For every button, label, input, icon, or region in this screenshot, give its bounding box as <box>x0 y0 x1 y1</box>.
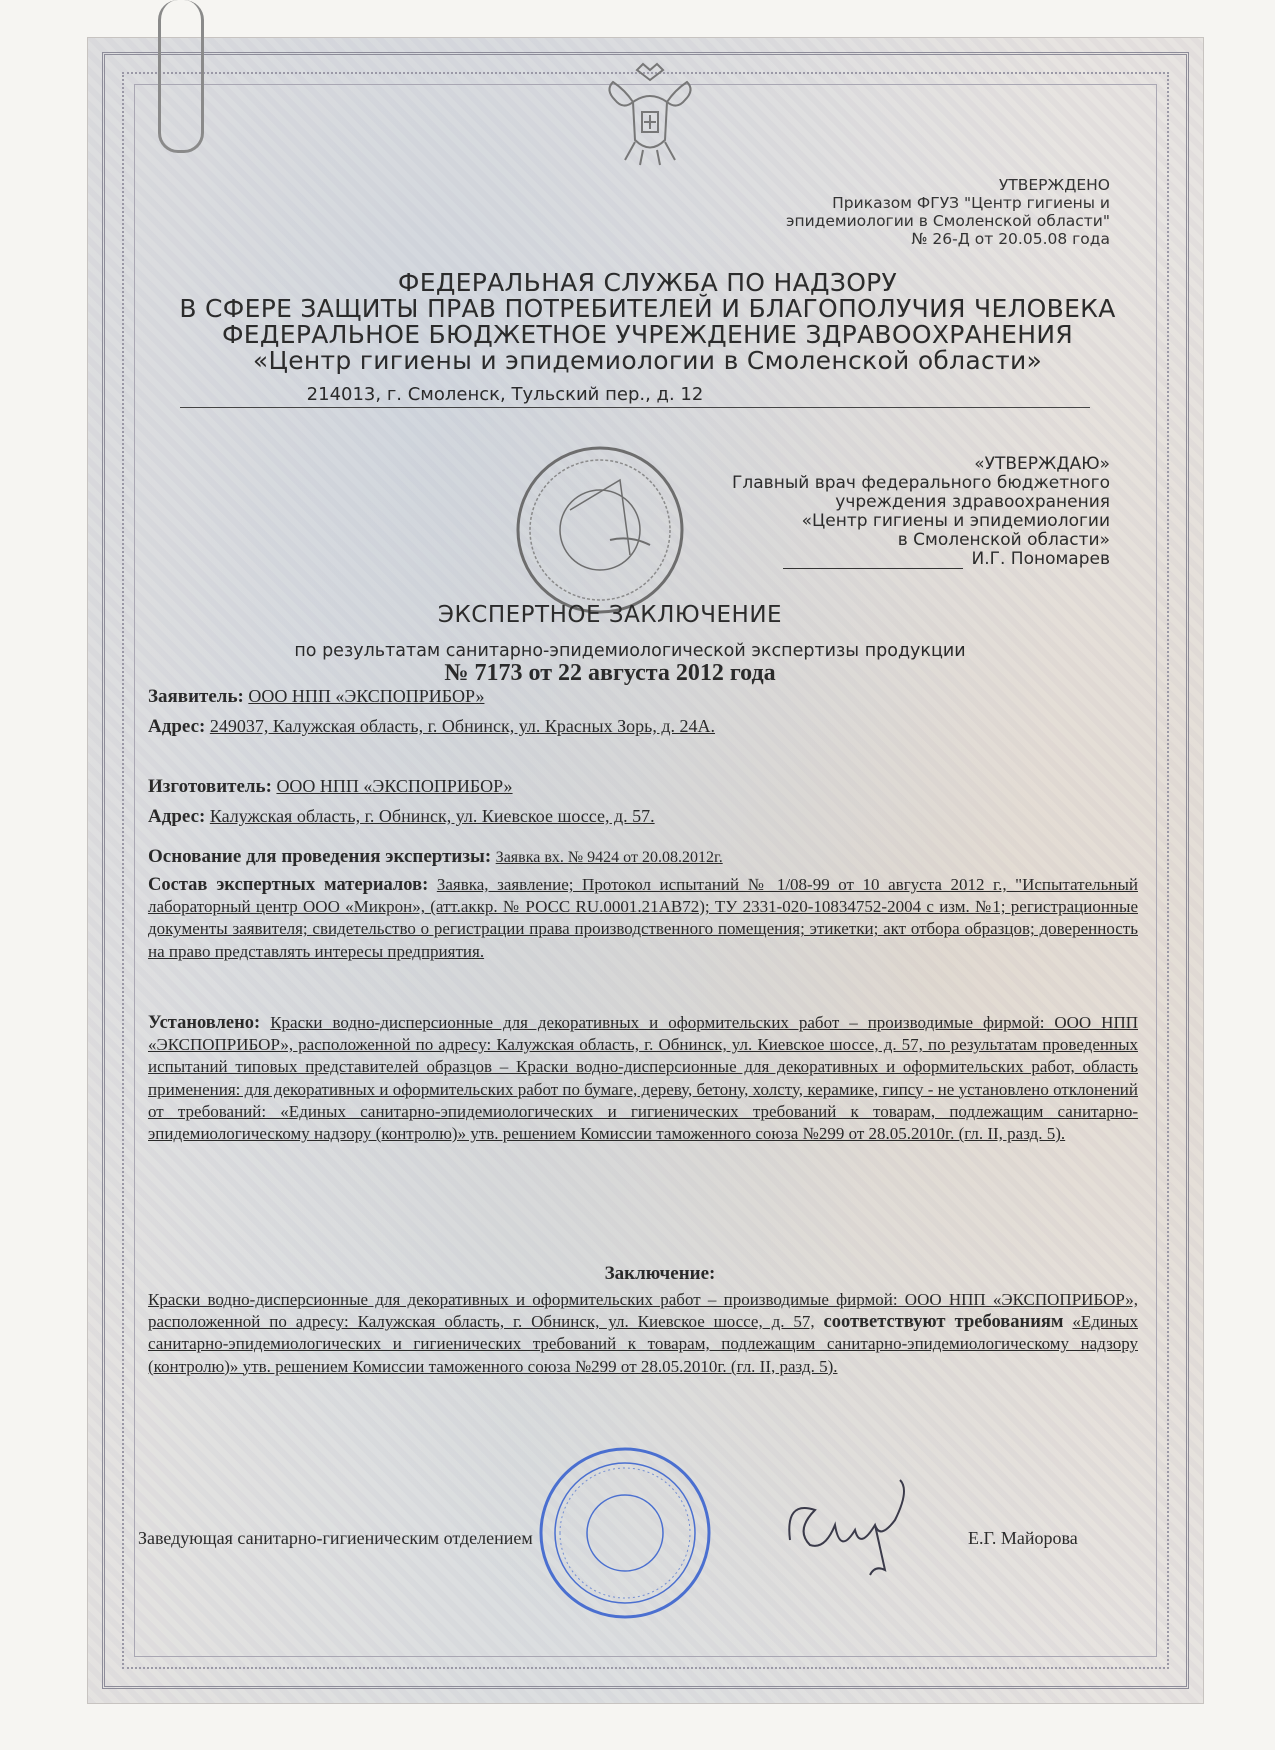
document-number: № 7173 от 22 августа 2012 года <box>444 660 776 686</box>
applicant-value: ООО НПП «ЭКСПОПРИБОР» <box>248 686 485 706</box>
header-line-3: ФЕДЕРАЛЬНОЕ БЮДЖЕТНОЕ УЧРЕЖДЕНИЕ ЗДРАВООХРАНЕНИЯ <box>221 320 1074 349</box>
applicant-row <box>148 686 484 708</box>
conclusion-text-2: «Единых санитарно-эпидемиологических и гигиенических требований к товарам, подлежащим санитарно-эпидемиологическому надзору (контролю)» утв. решением Комиссии таможенного союза №299 от 28.05.2010г. (гл. II, разд. 5). <box>148 1312 1138 1376</box>
materials-value: Заявка, заявление; Протокол испытаний № 1/08-99 от 10 августа 2012 г., "Испытательный лабораторный центр ООО «Микрон», (атт.аккр. № РОСС RU.0001.21АВ72); ТУ 2331-020-10834752-2004 с изм. №1; регистрационные документы заявителя; свидетельство о регистрации права производственного помещения; этикетки; акт отбора образцов; доверенность на право представлять интересы предприятия. <box>148 875 1138 961</box>
coat-of-arms-emblem <box>595 60 705 172</box>
approved-order-block <box>720 176 1110 248</box>
applicant-address-label: Адрес: <box>148 716 206 737</box>
established-value: Краски водно-дисперсионные для декоративных и оформительских работ – производимые фирмой: ООО НПП «ЭКСПОПРИБОР», расположенной по адресу: Калужская область, г. Обнинск, ул. Киевское шоссе, д. 57, по результатам проведенных испытаний типовых представителей образцов – Краски водно-дисперсионные для декоративных и оформительских работ, область применения: для декоративных и оформительских работ по бумаге, дереву, бетону, холсту, керамике, гипсу - не установлено отклонений от требований: «Единых санитарно-эпидемиологических и гигиенических требований к товарам, подлежащим санитарно-эпидемиологическому надзору (контролю)» утв. решением Комиссии таможенного союза №299 от 28.05.2010г. (гл. II, разд. 5). <box>148 1013 1139 1144</box>
manufacturer-row <box>148 776 513 798</box>
approve-signature-block <box>620 455 1110 569</box>
organization-address-text: 214013, г. Смоленск, Тульский пер., д. 12 <box>306 384 704 405</box>
approved-line-2: Приказом ФГУЗ "Центр гигиены и <box>832 194 1110 212</box>
approve-line-3: учреждения здравоохранения <box>835 492 1110 512</box>
manufacturer-address-value: Калужская область, г. Обнинск, ул. Киевское шоссе, д. 57. <box>209 806 655 826</box>
approve-line-4: «Центр гигиены и эпидемиологии <box>801 511 1110 531</box>
conclusion-paragraph <box>148 1289 1138 1378</box>
conclusion-text-1: Краски водно-дисперсионные для декоративных и оформительских работ – производимые фирмой: ООО НПП «ЭКСПОПРИБОР», расположенной по адресу: Калужская область, г. Обнинск, ул. Киевское шоссе, д. 57, <box>148 1290 1138 1332</box>
handwritten-signature <box>780 1470 930 1580</box>
header-line-2: В СФЕРЕ ЗАЩИТЫ ПРАВ ПОТРЕБИТЕЛЕЙ И БЛАГОПОЛУЧИЯ ЧЕЛОВЕКА <box>179 294 1116 323</box>
approve-line-2: Главный врач федерального бюджетного <box>732 473 1110 493</box>
header-line-4: «Центр гигиены и эпидемиологии в Смоленской области» <box>252 346 1043 375</box>
round-stamp-blue <box>535 1442 715 1624</box>
approved-line-4: № 26-Д от 20.05.08 года <box>911 230 1110 248</box>
approve-line-5: в Смоленской области» <box>897 530 1110 550</box>
approved-line-1: УТВЕРЖДЕНО <box>998 176 1110 194</box>
organization-address <box>180 383 1090 408</box>
footer-name: Е.Г. Майорова <box>968 1528 1078 1548</box>
approve-signer-name: И.Г. Пономарев <box>971 549 1110 569</box>
manufacturer-value: ООО НПП «ЭКСПОПРИБОР» <box>276 776 513 796</box>
applicant-address-value: 249037, Калужская область, г. Обнинск, ул. Красных Зорь, д. 24А. <box>209 716 716 736</box>
applicant-address-row <box>148 716 715 738</box>
manufacturer-address-label: Адрес: <box>148 806 206 827</box>
established-paragraph <box>148 1012 1138 1145</box>
approve-line-1: «УТВЕРЖДАЮ» <box>974 454 1110 474</box>
manufacturer-label: Изготовитель: <box>148 776 272 797</box>
conclusion-bold: соответствуют требованиям <box>823 1312 1064 1333</box>
materials-paragraph <box>148 874 1138 963</box>
approve-signer-row <box>620 550 1110 569</box>
basis-label: Основание для проведения экспертизы: <box>148 846 492 867</box>
basis-row <box>148 846 723 868</box>
organization-header <box>160 270 1135 374</box>
header-line-1: ФЕДЕРАЛЬНАЯ СЛУЖБА ПО НАДЗОРУ <box>397 268 898 297</box>
basis-value: Заявка вх. № 9424 от 20.08.2012г. <box>495 849 723 866</box>
materials-label: Состав экспертных материалов: <box>148 875 429 895</box>
document-title: ЭКСПЕРТНОЕ ЗАКЛЮЧЕНИЕ <box>437 602 783 628</box>
footer-position: Заведующая санитарно-гигиеническим отделением <box>138 1528 533 1548</box>
document-subtitle: по результатам санитарно-эпидемиологической экспертизы продукции <box>294 641 966 661</box>
paper-clip-icon <box>158 0 204 153</box>
established-label: Установлено: <box>148 1013 261 1033</box>
manufacturer-address-row <box>148 806 655 828</box>
signature-line <box>783 568 963 569</box>
applicant-label: Заявитель: <box>148 686 244 707</box>
approved-line-3: эпидемиологии в Смоленской области" <box>785 212 1110 230</box>
conclusion-heading: Заключение: <box>604 1263 716 1284</box>
